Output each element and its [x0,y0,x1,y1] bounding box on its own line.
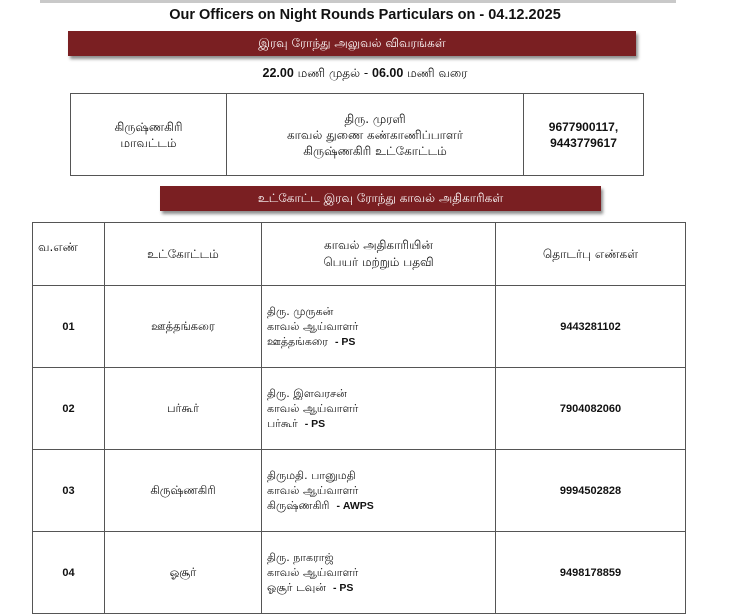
row-officer-station-line [267,498,495,514]
row-officer [262,450,496,532]
page-title: Our Officers on Night Rounds Particulars on - 04.12.2025 [169,7,561,23]
row-officer [262,286,496,368]
subdivision-officers-banner: உட்கோட்ட இரவு ரோந்து காவல் அதிகாரிகள் [160,186,601,211]
supervising-officer-office: கிருஷ்ணகிரி உட்கோட்டம் [303,143,447,158]
row-subdivision: கிருஷ்ணகிரி [105,450,262,532]
district-line2: மாவட்டம் [120,135,177,150]
district-line1: கிருஷ்ணகிரி [114,119,183,134]
row-officer [262,368,496,450]
row-officer-unit: - PS [304,417,326,430]
table-row [33,532,686,614]
row-officer-station: ஓசூர் டவுன் [267,580,326,594]
row-officer-station-line [267,580,495,596]
row-phone: 7904082060 [496,368,686,450]
row-officer [262,532,496,614]
row-officer-designation: காவல் ஆய்வாளர் [267,319,359,333]
row-officer-designation: காவல் ஆய்வாளர் [267,483,359,497]
header-sno: வ.எண் [33,223,105,286]
district-cell [71,94,227,176]
row-sno: 02 [33,368,105,450]
table-row [33,368,686,450]
supervising-phone-1: 9677900117, [548,119,619,134]
night-rounds-banner: இரவு ரோந்து அலுவல் விவரங்கள் [68,31,636,56]
header-officer-line1: காவல் அதிகாரியின் [324,238,433,252]
header-subdivision: உட்கோட்டம் [105,223,262,286]
row-officer-designation: காவல் ஆய்வாளர் [267,565,359,579]
table-row [33,450,686,532]
row-subdivision: பர்கூர் [105,368,262,450]
row-officer-name: திரு. நாகராஜ் [267,550,334,564]
timing-line [0,66,730,82]
time-to-word: மணி வரை [403,66,468,80]
time-to: 06.00 [372,66,404,80]
subdivision-officers-table [32,222,686,614]
row-sno: 04 [33,532,105,614]
table-header-row [33,223,686,286]
row-officer-name: திரு. முருகன் [267,304,334,318]
row-officer-station: பர்கூர் [267,416,298,430]
time-from-word: மணி முதல் - [293,66,373,80]
row-phone: 9498178859 [496,532,686,614]
row-officer-unit: - PS [332,581,354,594]
row-subdivision: ஊத்தங்கரை [105,286,262,368]
row-officer-name: திரு. இளவரசன் [267,386,347,400]
row-subdivision: ஓசூர் [105,532,262,614]
row-phone: 9443281102 [496,286,686,368]
supervising-phone-2: 9443779617 [550,135,617,150]
row-officer-unit: - PS [334,335,356,348]
top-rule [40,0,676,3]
row-officer-station: கிருஷ்ணகிரி [267,498,330,512]
row-officer-name: திருமதி. பானுமதி [267,468,356,482]
supervising-officer-cell [227,94,524,176]
time-from: 22.00 [262,66,294,80]
header-officer [262,223,496,286]
supervising-officer-phones [524,94,644,176]
header-officer-line2: பெயர் மற்றும் பதவி [323,255,434,269]
supervising-officer-name: திரு. முரளி [344,111,406,126]
supervising-officer-table [70,93,644,176]
row-officer-station: ஊத்தங்கரை [267,334,328,348]
supervising-officer-row [71,94,644,176]
row-officer-station-line [267,416,495,432]
row-officer-designation: காவல் ஆய்வாளர் [267,401,359,415]
table-row [33,286,686,368]
row-sno: 03 [33,450,105,532]
row-phone: 9994502828 [496,450,686,532]
header-contact: தொடர்பு எண்கள் [496,223,686,286]
supervising-officer-designation: காவல் துணை கண்காணிப்பாளர் [286,127,463,142]
row-sno: 01 [33,286,105,368]
row-officer-unit: - AWPS [336,499,374,512]
row-officer-station-line [267,334,495,350]
